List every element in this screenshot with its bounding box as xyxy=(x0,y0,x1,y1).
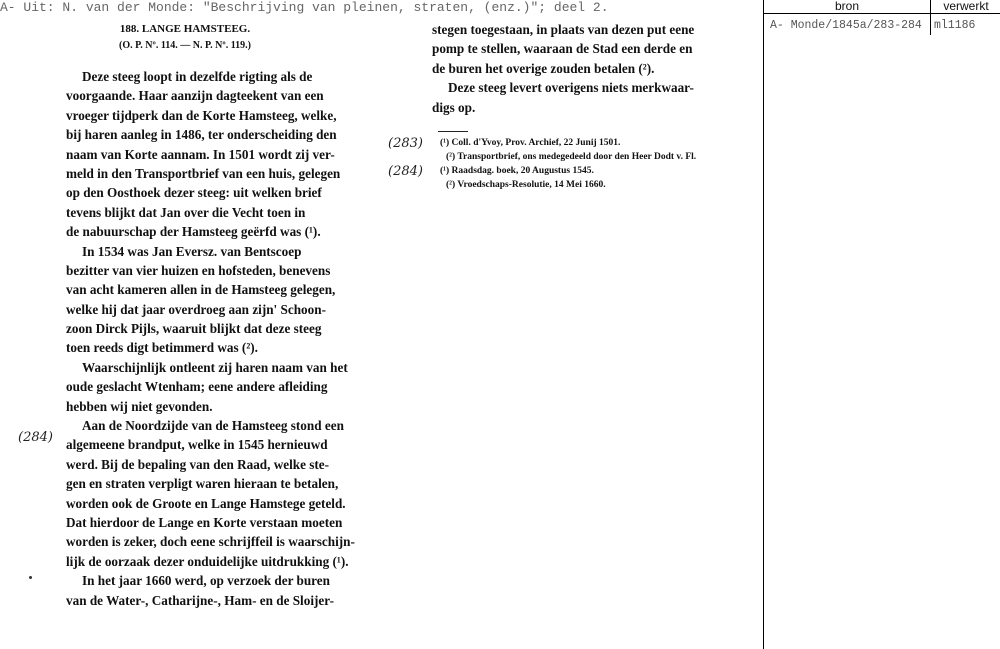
text-line: Deze steeg levert overigens niets merkwaar- xyxy=(448,80,694,96)
text-line: Dat hierdoor de Lange en Korte verstaan moeten xyxy=(66,514,343,530)
text-line: In 1534 was Jan Eversz. van Bentscoep xyxy=(82,243,302,259)
text-line: stegen toegestaan, in plaats van dezen put eene xyxy=(432,22,695,37)
text-line: pomp te stellen, waaraan de Stad een derde en xyxy=(432,41,693,57)
text-line: gen en straten verpligt waren hieraan te betalen, xyxy=(66,476,339,492)
footnote: (¹) Raadsdag. boek, 20 Augustus 1545. xyxy=(440,166,594,176)
verwerkt-value: ml1186 xyxy=(934,19,976,32)
text-line: voorgaande. Haar aanzijn dagteekent van een xyxy=(66,88,324,104)
footnote: (²) Transportbrief, ons medegedeeld door den Heer Dodt v. Fl. xyxy=(446,152,697,162)
text-line: worden ook de Groote en Lange Hamstege geteld. xyxy=(66,495,346,511)
text-line: de nabuurschap der Hamsteeg geërfd was (¹). xyxy=(66,224,321,240)
bron-header: bron xyxy=(764,0,930,14)
text-line: tevens blijkt dat Jan over die Vecht toen in xyxy=(66,204,306,220)
margin-note: (283) xyxy=(388,136,423,151)
right-text-column xyxy=(432,20,694,117)
text-line: van acht kameren allen in de Hamsteeg gelegen, xyxy=(66,282,336,298)
verwerkt-header: verwerkt xyxy=(931,0,1000,14)
text-line: welke hij dat jaar overdroeg aan zijn' Schoon- xyxy=(66,301,326,317)
text-line: van de Water-, Catharijne-, Ham- en de Sloijer- xyxy=(66,592,334,608)
text-line: lijk de oorzaak dezer onduidelijke uitdrukking (¹). xyxy=(66,553,349,569)
bron-value: A- Monde/1845a/283-284 xyxy=(770,19,922,32)
footnote: (¹) Coll. d'Yvoy, Prov. Archief, 22 Junij 1501. xyxy=(440,138,621,148)
text-line: zoon Dirck Pijls, waaruit blijkt dat deze steeg xyxy=(66,321,322,337)
section-subtitle: (O. P. Nº. 114. — N. P. Nº. 119.) xyxy=(119,40,251,51)
document-header: A- Uit: N. van der Monde: "Beschrijving van pleinen, straten, (enz.)"; deel 2. xyxy=(0,0,609,15)
text-line: naam van Korte aannam. In 1501 wordt zij ver- xyxy=(66,146,335,162)
margin-note: (284) xyxy=(388,164,423,179)
text-line: Waarschijnlijk ontleent zij haren naam van het xyxy=(82,359,348,375)
text-line: bij haren aanleg in 1486, ter onderscheiding den xyxy=(66,127,337,143)
text-line: oude geslacht Wtenham; eene andere afleiding xyxy=(66,379,328,395)
margin-note: (284) xyxy=(18,430,53,445)
text-line: digs op. xyxy=(432,99,476,115)
left-text-column xyxy=(66,67,355,610)
text-line: vroeger tijdperk dan de Korte Hamsteeg, welke, xyxy=(66,107,337,123)
text-line: op den Oosthoek dezer steeg: uit welken brief xyxy=(66,185,322,201)
text-line: werd. Bij de bepaling van den Raad, welke ste- xyxy=(66,456,330,472)
footnote: (²) Vroedschaps-Resolutie, 14 Mei 1660. xyxy=(446,180,606,190)
text-line: Aan de Noordzijde van de Hamsteeg stond een xyxy=(82,418,344,434)
text-line: toen reeds digt betimmerd was (²). xyxy=(66,340,258,356)
text-line: hebben wij niet gevonden. xyxy=(66,398,213,414)
text-line: de buren het overige zouden betalen (²). xyxy=(432,60,655,76)
footnote-rule xyxy=(438,131,468,132)
column-divider xyxy=(930,0,931,35)
text-line: worden is zeker, doch eene schrijffeil is waarschijn- xyxy=(66,534,355,550)
text-line: Deze steeg loopt in dezelfde rigting als de xyxy=(82,69,313,84)
text-line: bezitter van vier huizen en hofsteden, benevens xyxy=(66,262,331,278)
scan-speck xyxy=(29,576,32,579)
text-line: In het jaar 1660 werd, op verzoek der buren xyxy=(82,573,330,589)
text-line: algemeene brandput, welke in 1545 hernieuwd xyxy=(66,437,328,453)
text-line: meld in den Transportbrief van een huis, gelegen xyxy=(66,165,341,181)
metadata-panel xyxy=(763,0,1000,649)
section-title: 188. LANGE HAMSTEEG. xyxy=(119,23,251,35)
